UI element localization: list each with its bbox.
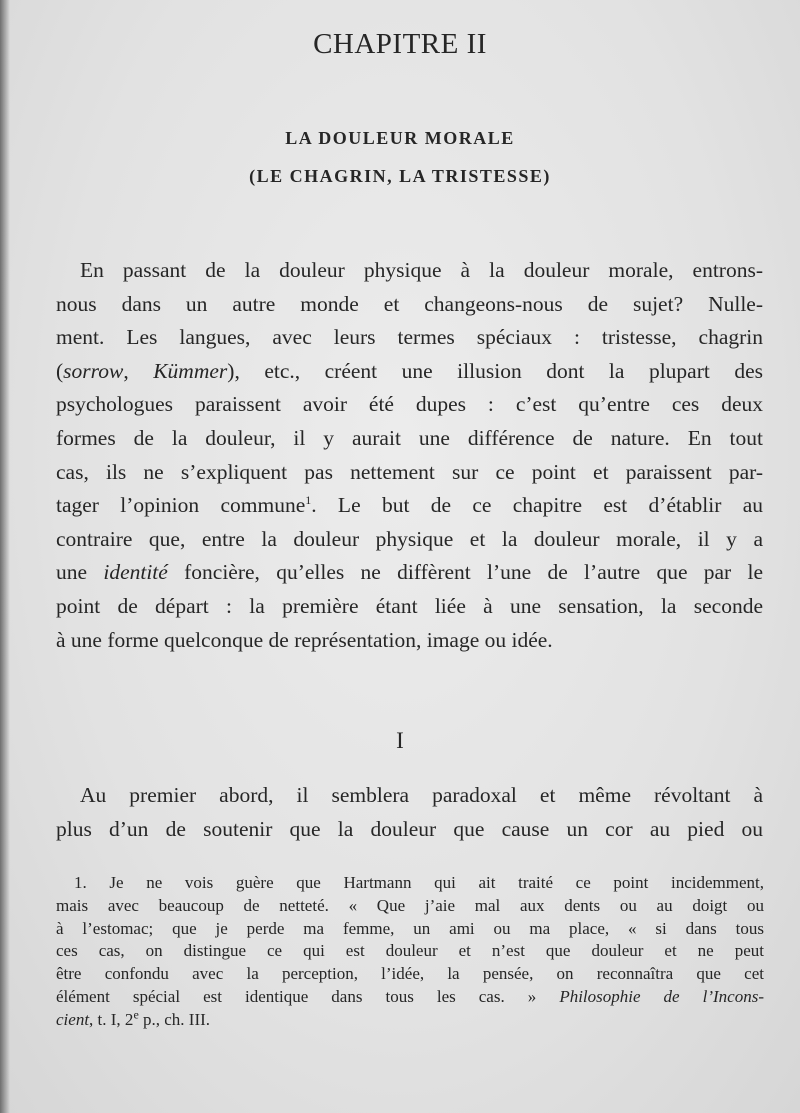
footnote-line: mais avec beaucoup de netteté. « Que j’aie mal aux dents ou au doigt ou bbox=[56, 895, 764, 915]
italic-term-kummer: Kümmer bbox=[153, 358, 228, 383]
section-title: LA DOULEUR MORALE bbox=[285, 128, 515, 148]
paragraph-line: (sorrow, Kümmer), etc., créent une illusion dont la plupart des bbox=[56, 358, 764, 383]
paragraph-line: Au premier abord, il semblera paradoxal et même révoltant à bbox=[80, 783, 763, 807]
chapter-title: CHAPITRE II bbox=[313, 28, 487, 60]
line-fragment: une bbox=[56, 560, 88, 585]
footnote-line: être confondu avec la perception, l’idée, la pensée, on reconnaîtra que cet bbox=[56, 964, 764, 984]
section-subtitle: (LE CHAGRIN, LA TRISTESSE) bbox=[249, 166, 551, 186]
section-number: I bbox=[396, 728, 404, 753]
paragraph-line: ment. Les langues, avec leurs termes spéciaux : tristesse, chagrin bbox=[56, 325, 763, 350]
footnote-line bbox=[56, 986, 764, 1009]
footnote-line: à l’estomac; que je perde ma femme, un ami ou ma place, « si dans tous bbox=[56, 918, 764, 938]
paragraph-line: En passant de la douleur physique à la douleur morale, entrons- bbox=[80, 258, 763, 282]
line-fragment: p., ch. III. bbox=[138, 1009, 211, 1029]
line-fragment: élément spécial est identique dans tous les cas. » bbox=[56, 986, 537, 1006]
line-fragment: tager l’opinion commune bbox=[56, 493, 306, 518]
paragraph-line: point de départ : la première étant liée à une sensation, la seconde bbox=[56, 593, 763, 618]
line-fragment: . Le but de ce chapitre est d’établir au bbox=[311, 493, 763, 518]
paragraph-line bbox=[56, 556, 763, 590]
line-fragment: foncière, qu’elles ne diffèrent l’une de l’autre que par le bbox=[184, 560, 764, 585]
paragraph-line: contraire que, entre la douleur physique et la douleur morale, il y a bbox=[56, 526, 763, 551]
paragraph-line: formes de la douleur, il y aurait une différence de nature. En tout bbox=[56, 425, 763, 450]
italic-term-sorrow: sorrow bbox=[63, 358, 124, 383]
paragraph-line: nous dans un autre monde et changeons-nous de sujet? Nulle- bbox=[56, 291, 763, 316]
citation-title-end: cient bbox=[56, 1009, 90, 1029]
paragraph-line: à une forme quelconque de représentation, image ou idée. bbox=[56, 627, 553, 652]
line-fragment: , t. I, 2 bbox=[89, 1009, 134, 1029]
footnote-line: 1. Je ne vois guère que Hartmann qui ait traité ce point incidemment, bbox=[74, 873, 764, 892]
paragraph-line: cas, ils ne s’expliquent pas nettement sur ce point et paraissent par- bbox=[56, 459, 763, 484]
paragraph-line: plus d’un de soutenir que la douleur que cause un cor au pied ou bbox=[56, 816, 763, 841]
paragraph-line bbox=[56, 489, 763, 523]
italic-term-identite: identité bbox=[103, 560, 168, 585]
paragraph-2 bbox=[56, 779, 763, 846]
paragraph-1 bbox=[56, 254, 763, 657]
paragraph-line: psychologues paraissent avoir été dupes : c’est qu’entre ces deux bbox=[56, 392, 763, 417]
citation-title: Philosophie de l’Incons- bbox=[559, 986, 765, 1006]
footnote-line bbox=[56, 1009, 764, 1032]
superscript-e: e bbox=[133, 1007, 139, 1022]
footnote bbox=[56, 872, 764, 1032]
footnote-marker: 1 bbox=[305, 493, 312, 507]
footnote-line: ces cas, on distingue ce qui est douleur et n’est que douleur et ne peut bbox=[56, 941, 764, 961]
